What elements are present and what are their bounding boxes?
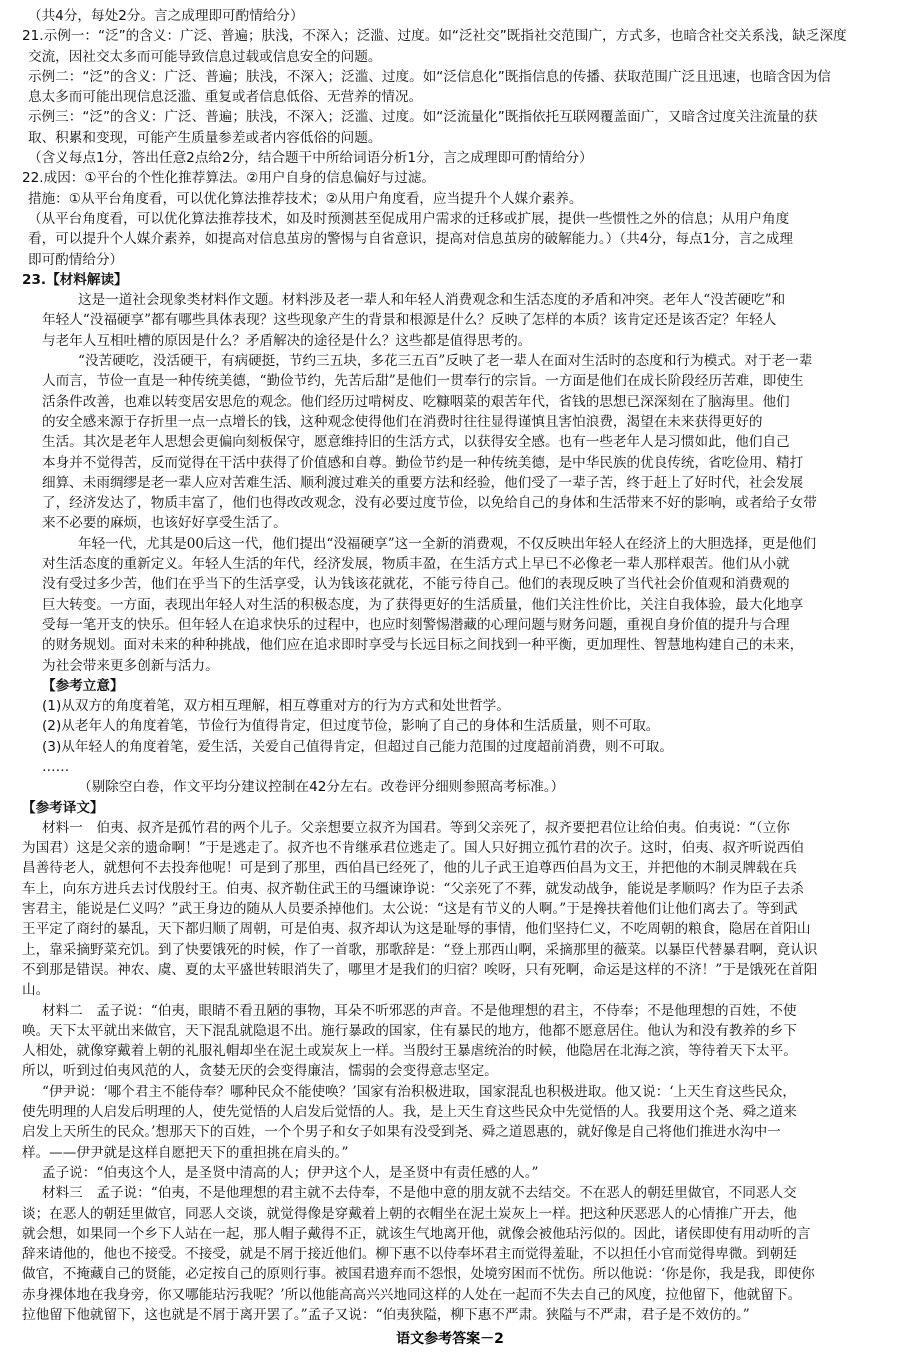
text-line: 年轻人“没福硬享”都有哪些具体表现？这些现象产生的背景和根源是什么？反映了怎样的本质？该肯定还是该否定？年轻人 [42, 312, 777, 329]
text-line: “伊尹说：‘哪个君主不能侍奉？哪种民众不能使唤？’国家有治积极进取，国家混乱也积极进取。他又说：‘上天生育这些民众， [42, 1083, 796, 1100]
text-line: 唤。天下太平就出来做官，天下混乱就隐退不出。施行暴政的国家，住有暴民的地方，他都不愿意居住。他认为和没有教养的乡下 [22, 1022, 797, 1039]
text-line: 与老年人互相吐槽的原因是什么？矛盾解决的途径是什么？这些都是值得思考的。 [42, 332, 532, 349]
text-line: 年轻一代，尤其是00后这一代，他们提出“没福硬享”这一全新的消费观，不仅反映出年轻人在经济上的大胆选择，更是他们 [78, 535, 817, 552]
text-line: （含义每点1分，答出任意2点给2分，结合题干中所给词语分析1分，言之成理即可酌情给分） [28, 150, 593, 167]
text-line: 启发上天所生的民众。’想那天下的百姓，一个个男子和女子如果有没受到尧、舜之道恩惠的，就好像是自己将他们推进水沟中一 [22, 1124, 781, 1141]
text-line: 细算、未雨绸缪是老一辈人应对苦难生活、顺利渡过难关的重要方法和经验，他们受了一辈子苦，终于赶上了好时代，社会发展 [42, 474, 804, 491]
text-line: 取、积累和变现，可能产生质量参差或者内容低俗的问题。 [28, 129, 382, 146]
text-line: 看，可以提升个人媒介素养，如提高对信息茧房的警惕与自省意识，提高对信息茧房的破解能力。）（共4分，每点1分，言之成理 [28, 231, 793, 248]
text-line: 措施：①从平台角度看，可以优化算法推荐技术；②从用户角度看，应当提升个人媒介素养。 [28, 190, 583, 207]
text-line: 对生活态度的重新定义。年轻人生活的年代，经济发展，物质丰盈，在生活方式上早已不必像老一辈人那样艰苦。他们从小就 [42, 556, 790, 573]
text-line: （共4分，每处2分。言之成理即可酌情给分） [28, 8, 304, 24]
text-line: 就会想，如果同一个乡下人站在一起，那人帽子戴得不正，就该生气地离开他，就像会被他玷污似的。因此，诸侯即使有用动听的言 [22, 1225, 811, 1242]
text-line: 车上，向东方进兵去讨伐殷纣王。伯夷、叔齐勒住武王的马缰谏诤说：“父亲死了不葬，就发动战争，能说是孝顺吗？作为臣子去杀 [22, 880, 804, 897]
text-line: 山。 [22, 982, 50, 999]
text-line: （从平台角度看，可以优化算法推荐技术，如及时预测甚至促成用户需求的迁移或扩展，提供一些惯性之外的信息；从用户角度 [28, 210, 790, 227]
text-line: 活条件改善，也难以转变居安思危的观念。他们经历过啃树皮、吃糠咽菜的艰苦年代，省钱的思想已深深刻在了脑海里。他们 [42, 393, 790, 410]
text-line: (2)从老年人的角度着笔，节俭行为值得肯定，但过度节俭，影响了自己的身体和生活质量，则不可取。 [42, 718, 660, 735]
text-line: 的财务规划。面对未来的种种挑战，他们应在追求即时享受与长远目标之间找到一种平衡，更加理性、智慧地构建自己的未来， [42, 637, 804, 654]
text-line: (3)从年轻人的角度着笔，爱生活，关爱自己值得肯定，但超过自己能力范围的过度超前消费，则不可取。 [42, 738, 673, 755]
text-line: 即可酌情给分） [28, 251, 124, 268]
text-line: 人相处，就像穿戴着上朝的礼服礼帽却坐在泥土或炭灰上一样。当殷纣王暴虐统治的时候，他隐居在北海之滨，等待着天下太平。 [22, 1043, 797, 1060]
text-line: 来不必要的麻烦，也该好好享受生活了。 [42, 515, 287, 532]
text-line: …… [42, 758, 70, 775]
text-line: 的安全感来源于存折里一点一点增长的钱，这种观念使得他们在消费时往往显得谨慎且害怕浪费，渴望在未来获得更好的 [42, 413, 763, 430]
text-line: 交流，因社交太多而可能导致信息过载或信息安全的问题。 [28, 48, 382, 65]
text-line: 材料一 伯夷、叔齐是孤竹君的两个儿子。父亲想要立叔齐为国君。等到父亲死了，叔齐要把君位让给伯夷。伯夷说：“（立你 [42, 819, 790, 836]
text-line: 谈；在恶人的朝廷里做官，同恶人交谈，就觉得像是穿戴着上朝的衣帽坐在泥土炭灰上一样。把这种厌恶恶人的心情推广开去，他 [22, 1205, 797, 1222]
text-line: 人而言，节俭一直是一种传统美德，“勤俭节约，先苦后甜”是他们一贯奉行的宗旨。一方面是他们在成长阶段经历苦难，即使生 [42, 373, 804, 390]
text-line: 害君主，能说是仁义吗？”武王身边的随从人员要杀掉他们。太公说：“这是有节义的人啊。”于是搀扶着他们让他们离去了。等到武 [22, 901, 798, 918]
text-line: 22.成因：①平台的个性化推荐算法。②用户自身的信息偏好与过滤。 [22, 170, 436, 187]
section-heading: 23.【材料解读】 [22, 271, 128, 288]
text-line: 孟子说：“伯夷这个人，是圣贤中清高的人；伊尹这个人，是圣贤中有责任感的人。” [42, 1164, 539, 1181]
text-line: 生活。其次是老年人思想会更偏向刻板保守，愿意维持旧的生活方式，以获得安全感。也有一些老年人是习惯如此，他们自己 [42, 434, 790, 451]
text-line: 昌善待老人，就想何不去投奔他呢！可是到了那里，西伯昌已经死了，他的儿子武王追尊西伯昌为文王，并把他的木制灵牌载在兵 [22, 860, 797, 877]
text-line: 这是一道社会现象类材料作文题。材料涉及老一辈人和年轻人消费观念和生活态度的矛盾和冲突。老年人“没苦硬吃”和 [78, 292, 786, 309]
text-line: 本身并不觉得苦，反而觉得在干活中获得了价值感和自尊。勤俭节约是一种传统美德，是中华民族的优良传统，省吃俭用、精打 [42, 454, 804, 471]
section-heading: 【参考译文】 [22, 799, 104, 816]
text-line: （剔除空白卷，作文平均分建议控制在42分左右。改卷评分细则参照高考标准。） [78, 779, 565, 796]
text-line: 材料三 孟子说：“伯夷，不是他理想的君主就不去侍奉，不是他中意的朋友就不去结交。不在恶人的朝廷里做官，不同恶人交 [42, 1185, 797, 1202]
text-line: 王平定了商纣的暴乱，天下都归顺了周朝，可是伯夷、叔齐却认为这是耻辱的事情，他们坚持仁义，不吃周朝的粮食，隐居在首阳山 [22, 921, 811, 938]
text-line: 使先明理的人启发后明理的人，使先觉悟的人启发后觉悟的人。我，是上天生育这些民众中先觉悟的人。我要用这个尧、舜之道来 [22, 1104, 797, 1121]
page-footer: 语文参考答案－2 [396, 1331, 504, 1347]
text-line: 所以，听到过伯夷风范的人，贪婪无厌的会变得廉洁，懦弱的会变得意志坚定。 [22, 1063, 498, 1080]
text-line: 样。——伊尹就是这样自愿把天下的重担挑在肩头的。” [22, 1144, 349, 1161]
text-line: 做官，不掩藏自己的贤能，必定按自己的原则行事。被国君遗弃而不怨恨，处境穷困而不忧伤。所以他说：‘你是你，我是我，即使你 [22, 1266, 815, 1283]
text-line: 示例三：“泛”的含义：广泛、普遍；肤浅，不深入；泛滥、过度。如“泛流量化”既指依托互联网覆盖面广，又暗含过度关注流量的获 [28, 109, 818, 126]
text-line: 为国君）这是父亲的遗命啊！”于是逃走了。叔齐也不肯继承君位逃走了。国人只好拥立孤竹君的次子。这时，伯夷、叔齐听说西伯 [22, 840, 804, 857]
text-line: 上，靠采摘野菜充饥。到了快要饿死的时候，作了一首歌，那歌辞是：“登上那西山啊，采摘那里的薇菜。以暴臣代替暴君啊，竟认识 [22, 941, 818, 958]
text-line: 为社会带来更多创新与活力。 [42, 657, 219, 674]
text-line: 材料二 孟子说：“伯夷，眼睛不看丑陋的事物，耳朵不听邪恶的声音。不是他理想的君主，不侍奉；不是他理想的百姓，不使 [42, 1002, 797, 1019]
text-line: 息太多而可能出现信息泛滥、重复或者信息低俗、无营养的情况。 [28, 89, 423, 106]
text-line: (1)从双方的角度着笔，双方相互理解，相互尊重对方的行为方式和处世哲学。 [42, 698, 510, 715]
text-line: 受每一笔开支的快乐。但年轻人在追求快乐的过程中，也应时刻警惕潜藏的心理问题与财务问题，重视自身价值的提升与合理 [42, 616, 790, 633]
text-line: 辞来请他的，他也不接受。不接受，就是不屑于接近他们。柳下惠不以侍奉坏君主而觉得羞耻，不以担任小官而觉得卑微。到朝廷 [22, 1246, 797, 1263]
text-line: 不到那是错误。神农、虞、夏的太平盛世转眼消失了，哪里才是我们的归宿？唉呀，只有死啊，命运是这样的不济！”于是饿死在首阳 [22, 961, 818, 978]
text-line: 21.示例一：“泛”的含义：广泛、普遍；肤浅，不深入；泛滥、过度。如“泛社交”既指社交范围广，方式多，也暗含社交关系浅，缺乏深度 [22, 28, 847, 45]
section-heading: 【参考立意】 [42, 677, 124, 694]
text-line: 拉他留下他就留下，这也就是不屑于离开罢了。”孟子又说：“伯夷狭隘，柳下惠不严肃。狭隘与不严肃，君子是不效仿的。” [22, 1307, 750, 1323]
text-line: 了，经济发达了，物质丰富了，他们也得改改观念，没有必要过度节俭，以免给自己的身体和生活带来不好的影响，或者给子女带 [42, 495, 817, 512]
text-line: 赤身裸体地在我身旁，你又哪能玷污我呢？’所以他能高高兴兴地同这样的人处在一起而不失去自己的风度，拉他留下，他就留下。 [22, 1286, 802, 1303]
text-line: 巨大转变。一方面，表现出年轻人对生活的积极态度，为了获得更好的生活质量，他们关注性价比，关注自我体验，最大化地享 [42, 596, 804, 613]
text-line: 示例二：“泛”的含义：广泛、普遍；肤浅，不深入；泛滥、过度。如“泛信息化”既指信息的传播、获取范围广泛且迅速，也暗含因为信 [28, 68, 832, 85]
text-line: 没有受过多少苦，他们在乎当下的生活享受，认为钱该花就花，不能亏待自己。他们的表现反映了当代社会价值观和消费观的 [42, 576, 790, 593]
text-line: “没苦硬吃，没活硬干，有病硬挺，节约三五块，多花三五百”反映了老一辈人在面对生活时的态度和行为模式。对于老一辈 [78, 353, 813, 370]
